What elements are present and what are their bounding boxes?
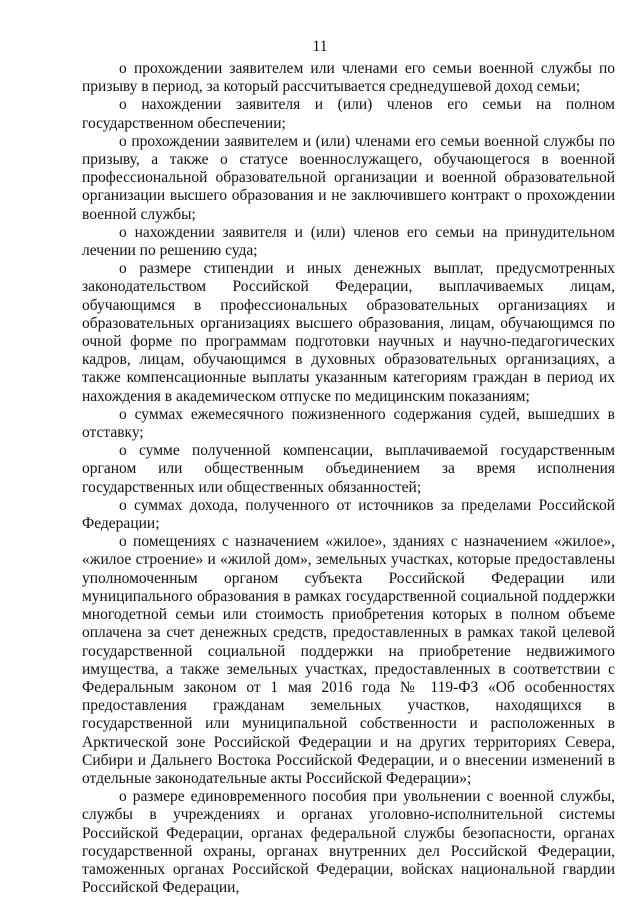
paragraph: о сумме полученной компенсации, выплачиваемой государственным органом или общественным объединением за время исполнения государственных или общественных обязанностей; [82,442,615,496]
paragraph: о размере единовременного пособия при увольнении с военной службы, службы в учреждениях и органах уголовно-исполнительной системы Российской Федерации, органах федеральной службы безопасности, органах государственной охраны, органах внутренних дел Российской Федерации, таможенных органах Российской Федерации, войсках национальной гвардии Российской Федерации, [82,788,615,897]
paragraph: о прохождении заявителем или членами его семьи военной службы по призыву в период, за который рассчитывается среднедушевой доход семьи; [82,60,615,96]
paragraph: о помещениях с назначением «жилое», зданиях с назначением «жилое», «жилое строение» и «жилой дом», земельных участках, которые предоставлены уполномоченным органом субъекта Российской Федерации или муниципального образования в рамках государственной социальной поддержки многодетной семьи или стоимость приобретения которых в полном объеме оплачена за счет денежных средств, предоставленных в рамках такой целевой государственной социальной поддержки на приобретение недвижимого имущества, а также земельных участках, предоставленных в соответствии с Федеральным законом от 1 мая 2016 года № 119-ФЗ «Об особенностях предоставления гражданам земельных участков, находящихся в государственной или муниципальной собственности и расположенных в Арктической зоне Российской Федерации и на других территориях Севера, Сибири и Дальнего Востока Российской Федерации, и о внесении изменений в отдельные законодательные акты Российской Федерации»; [82,533,615,787]
paragraph: о нахождении заявителя и (или) членов его семьи на полном государственном обеспечении; [82,96,615,132]
paragraph: о размере стипендии и иных денежных выплат, предусмотренных законодательством Российской Федерации, выплачиваемых лицам, обучающимся в профессиональных образовательных организациях и образовательных организациях высшего образования, лицам, обучающимся по очной форме по программам подготовки научных и научно-педагогических кадров, лицам, обучающимся в духовных образовательных организациях, а также компенсационные выплаты указанным категориям граждан в период их нахождения в академическом отпуске по медицинским показаниям; [82,260,615,405]
paragraph: о суммах ежемесячного пожизненного содержания судей, вышедших в отставку; [82,405,615,442]
paragraph: о прохождении заявителем и (или) членами его семьи военной службы по призыву, а также о статусе военнослужащего, обучающегося в военной профессиональной образовательной организации и военной образовательной организации высшего образования и не заключившего контракт о прохождении военной службы; [82,132,615,223]
paragraph: о суммах дохода, полученного от источников за пределами Российской Федерации; [82,496,615,533]
paragraph: о нахождении заявителя и (или) членов его семьи на принудительном лечении по решению суда; [82,223,615,260]
document-body [82,60,615,897]
page-number: 11 [312,38,328,55]
